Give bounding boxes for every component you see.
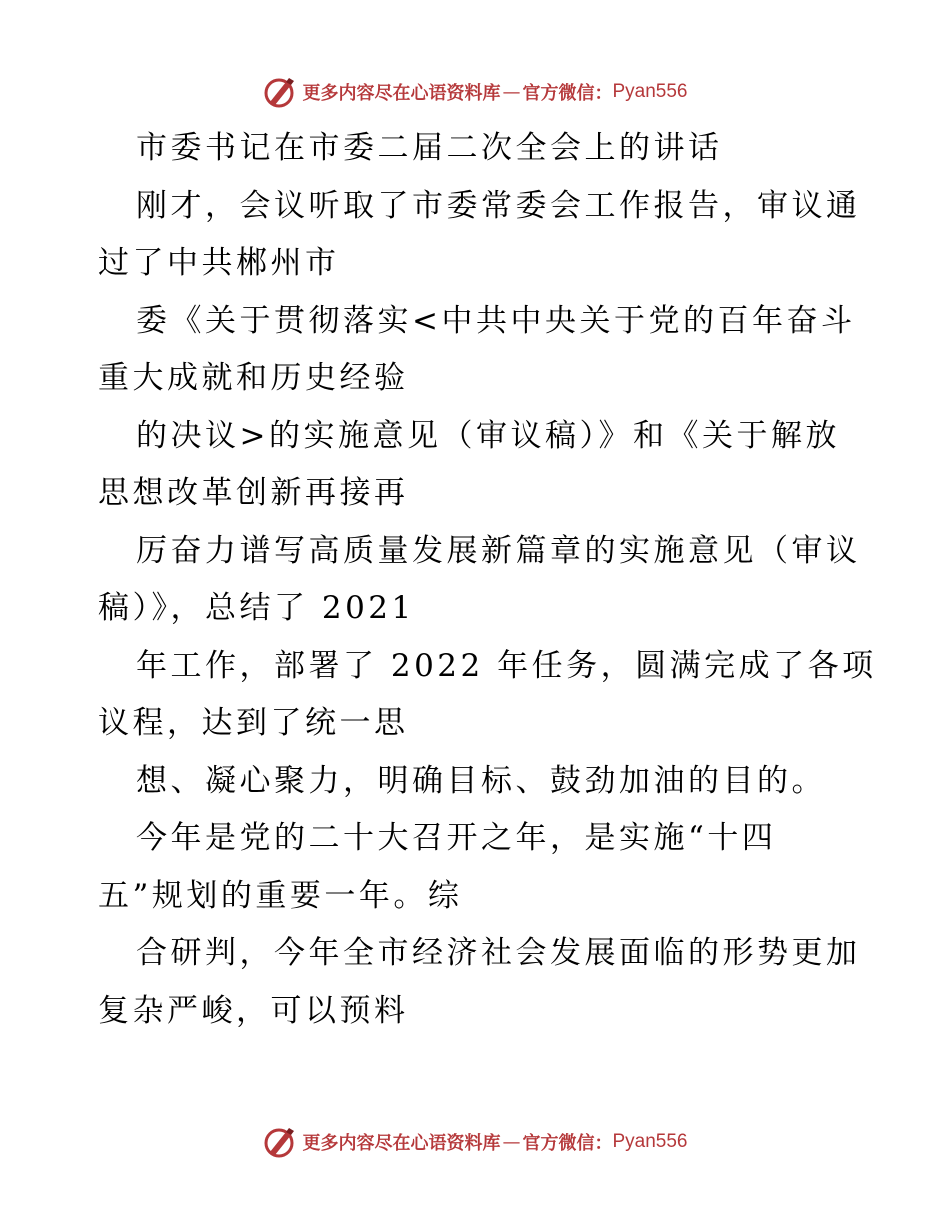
wechat-id: Pyan556 (612, 1131, 688, 1152)
paragraph-line: 刚才，会议听取了市委常委会工作报告，审议通 (136, 187, 861, 224)
pen-in-circle-icon (262, 74, 298, 110)
wechat-label: 官方微信： (522, 83, 613, 104)
paragraph-line: 的决议>的实施意见（审议稿）》和《关于解放 (136, 417, 840, 454)
header-banner (0, 72, 950, 112)
banner-dash: — (502, 81, 521, 103)
paragraph-line: 思想改革创新再接再 (98, 475, 409, 511)
paragraph-line: 过了中共郴州市 (98, 245, 340, 281)
paragraph-line: 重大成就和历史经验 (98, 360, 409, 396)
paragraph-line: 今年是党的二十大召开之年，是实施“十四 (136, 820, 777, 856)
document-body (98, 120, 877, 1040)
banner-slogan: 更多内容尽在心语资料库 (302, 83, 501, 104)
paragraph-line: 复杂严峻，可以预料 (98, 992, 409, 1029)
banner-slogan: 更多内容尽在心语资料库 (302, 1133, 501, 1154)
paragraph-line: 年工作，部署了 2022 年任务，圆满完成了各项 (136, 647, 877, 684)
wechat-label: 官方微信： (522, 1133, 613, 1154)
paragraph-line: 五”规划的重要一年。综 (98, 877, 463, 914)
doc-title: 市委书记在市委二届二次全会上的讲话 (136, 130, 723, 166)
footer-banner (0, 1122, 950, 1162)
paragraph-line: 想、凝心聚力，明确目标、鼓劲加油的目的。 (136, 762, 826, 799)
wechat-id: Pyan556 (612, 81, 688, 102)
pen-in-circle-icon (262, 1124, 298, 1160)
paragraph-line: 议程，达到了统一思 (98, 705, 409, 741)
banner-dash: — (502, 1131, 521, 1153)
paragraph-line: 厉奋力谱写高质量发展新篇章的实施意见（审议 (136, 532, 861, 569)
paragraph-line: 委《关于贯彻落实<中共中央关于党的百年奋斗 (136, 302, 856, 339)
paragraph-line: 合研判，今年全市经济社会发展面临的形势更加 (136, 935, 861, 971)
paragraph-line: 稿）》，总结了 2021 (98, 590, 415, 626)
